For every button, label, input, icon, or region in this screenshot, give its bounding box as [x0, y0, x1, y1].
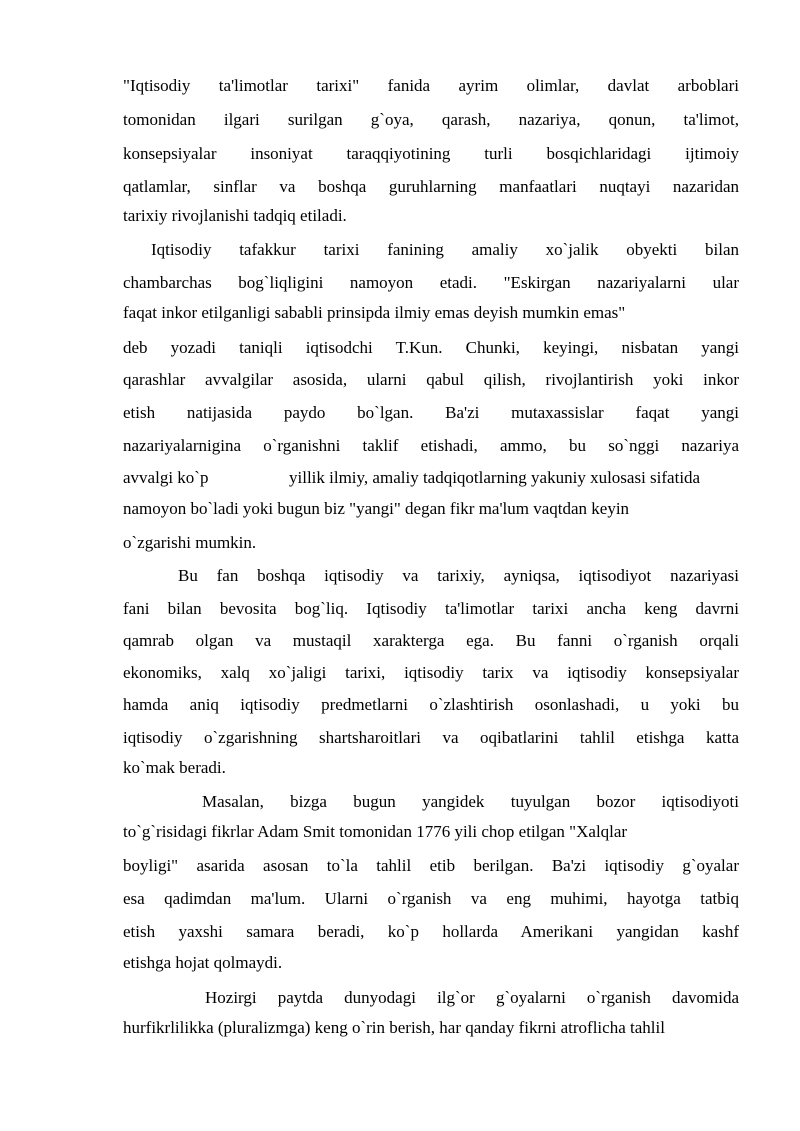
text-line: esa qadimdan ma'lum. Ularni o`rganish va eng muhimi, hayotga tatbiq [123, 889, 739, 908]
text-line: tarixiy rivojlanishi tadqiq etiladi. [123, 206, 347, 225]
text-line: "Iqtisodiy ta'limotlar tarixi" fanida ayrim olimlar, davlat arboblari [123, 76, 739, 95]
text-line: tomonidan ilgari surilgan g`oya, qarash, nazariya, qonun, ta'limot, [123, 110, 739, 129]
text-line: to`g`risidagi fikrlar Adam Smit tomonidan 1776 yili chop etilgan "Xalqlar [123, 822, 628, 841]
text-line: etish yaxshi samara beradi, ko`p hollarda Amerikani yangidan kashf [123, 922, 739, 941]
paragraph-first-line: Bu fan boshqa iqtisodiy va tarixiy, ayniqsa, iqtisodiyot nazariyasi [178, 566, 739, 585]
text-line: hurfikrlilikka (pluralizmga) keng o`rin berish, har qanday fikrni atroflicha tahlil [123, 1018, 665, 1037]
text-line: konsepsiyalar insoniyat taraqqiyotining turli bosqichlaridagi ijtimoiy [123, 144, 739, 163]
text-line: qarashlar avvalgilar asosida, ularni qabul qilish, rivojlantirish yoki inkor [123, 370, 739, 389]
text-line: deb yozadi taniqli iqtisodchi T.Kun. Chunki, keyingi, nisbatan yangi [123, 338, 739, 357]
paragraph-first-line: Iqtisodiy tafakkur tarixi fanining amaliy xo`jalik obyekti bilan [151, 240, 739, 259]
paragraph-first-line: Hozirgi paytda dunyodagi ilg`or g`oyalarni o`rganish davomida [205, 988, 739, 1007]
text-line: qatlamlar, sinflar va boshqa guruhlarning manfaatlari nuqtayi nazaridan [123, 177, 739, 196]
paragraph-first-line: Masalan, bizga bugun yangidek tuyulgan bozor iqtisodiyoti [202, 792, 739, 811]
text-line: o`zgarishi mumkin. [123, 533, 257, 552]
text-line: boyligi" asarida asosan to`la tahlil etib berilgan. Ba'zi iqtisodiy g`oyalar [123, 856, 739, 875]
text-line: qamrab olgan va mustaqil xarakterga ega. Bu fanni o`rganish orqali [123, 631, 739, 650]
text-line: faqat inkor etilganligi sababli prinsipda ilmiy emas deyish mumkin emas" [123, 303, 626, 322]
text-line: ko`mak beradi. [123, 758, 226, 777]
text-line: hamda aniq iqtisodiy predmetlarni o`zlashtirish osonlashadi, u yoki bu [123, 695, 739, 714]
text-line-fragment: yillik ilmiy, amaliy tadqiqotlarning yakuniy xulosasi sifatida [289, 468, 701, 487]
text-line: nazariyalarnigina o`rganishni taklif etishadi, ammo, bu so`nggi nazariya [123, 436, 739, 455]
text-line: chambarchas bog`liqligini namoyon etadi. "Eskirgan nazariyalarni ular [123, 273, 739, 292]
text-line: iqtisodiy o`zgarishning shartsharoitlari va oqibatlarini tahlil etishga katta [123, 728, 739, 747]
text-line: etish natijasida paydo bo`lgan. Ba'zi mutaxassislar faqat yangi [123, 403, 739, 422]
text-line-fragment: avvalgi ko`p [123, 468, 209, 487]
text-line: namoyon bo`ladi yoki bugun biz "yangi" degan fikr ma'lum vaqtdan keyin [123, 499, 630, 518]
text-line: etishga hojat qolmaydi. [123, 953, 283, 972]
text-line: ekonomiks, xalq xo`jaligi tarixi, iqtisodiy tarix va iqtisodiy konsepsiyalar [123, 663, 739, 682]
text-line: fani bilan bevosita bog`liq. Iqtisodiy ta'limotlar tarixi ancha keng davrni [123, 599, 739, 618]
